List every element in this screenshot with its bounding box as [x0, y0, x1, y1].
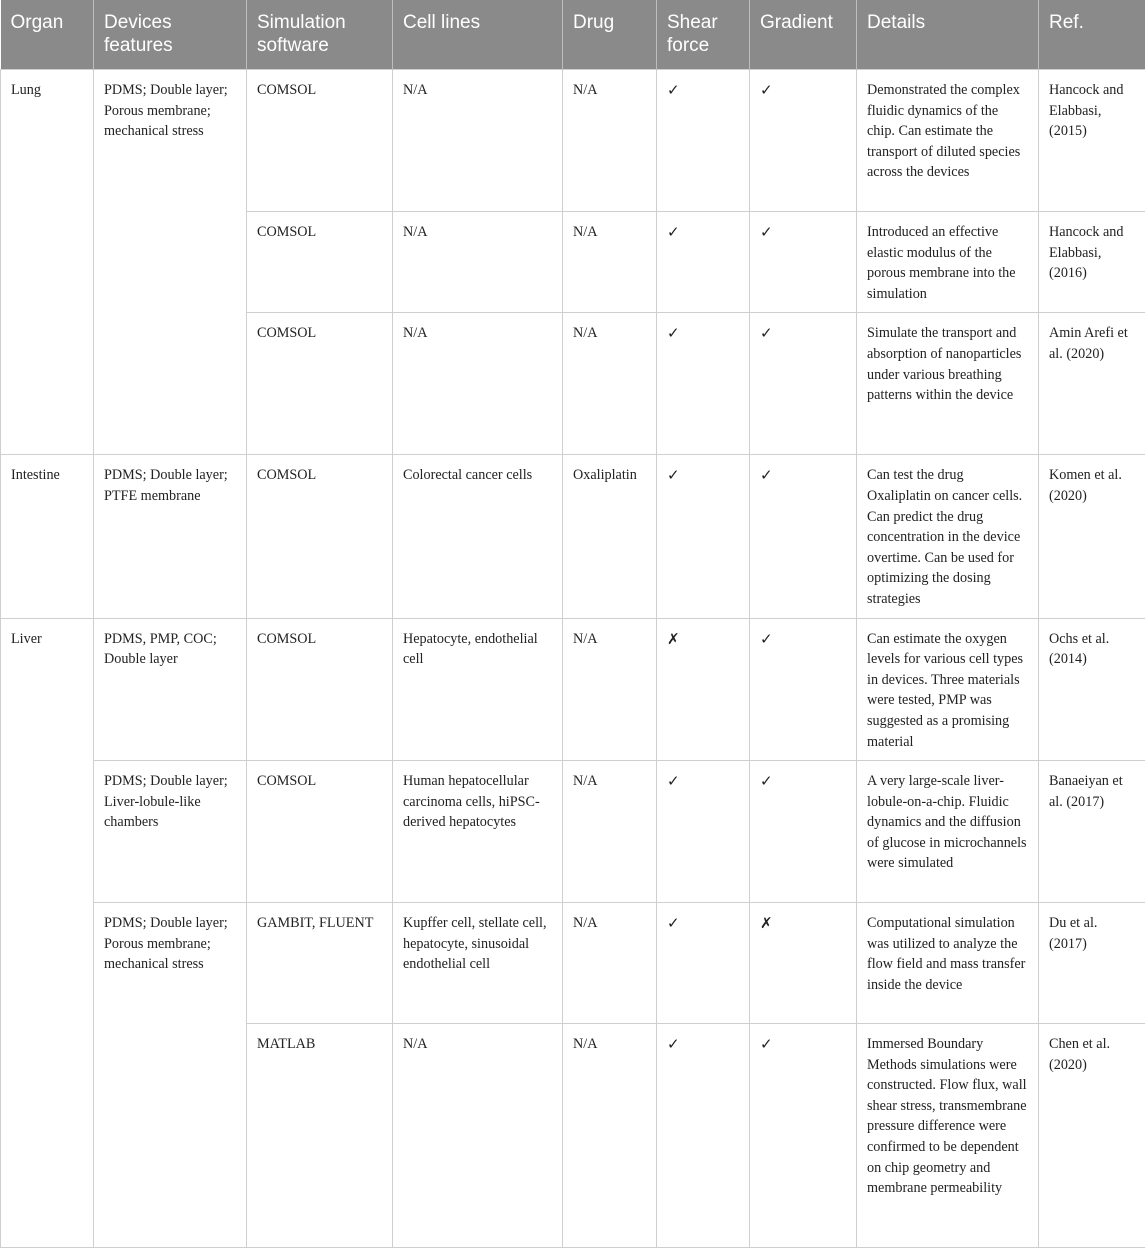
gradient-mark: ✓ [750, 212, 857, 313]
cell-lines-cell: Kupffer cell, stellate cell, hepatocyte, sinusoidal endothelial cell [393, 903, 563, 1024]
shear-force-mark: ✓ [657, 1024, 750, 1248]
software-cell: MATLAB [247, 1024, 393, 1248]
details-cell: Introduced an effective elastic modulus of the porous membrane into the simulation [857, 212, 1039, 313]
ref-cell: Ochs et al. (2014) [1039, 618, 1145, 761]
header-cell-lines: Cell lines [393, 0, 563, 70]
organ-cell: Lung [1, 70, 94, 455]
cell-lines-cell: N/A [393, 313, 563, 455]
cell-lines-cell: N/A [393, 212, 563, 313]
table-row [1, 70, 1145, 212]
shear-force-mark: ✓ [657, 212, 750, 313]
gradient-mark: ✗ [750, 903, 857, 1024]
header-row [1, 0, 1145, 70]
ref-cell: Du et al. (2017) [1039, 903, 1145, 1024]
shear-force-mark: ✓ [657, 70, 750, 212]
header-details: Details [857, 0, 1039, 70]
table-row [1, 455, 1145, 618]
software-cell: COMSOL [247, 761, 393, 903]
gradient-mark: ✓ [750, 313, 857, 455]
details-cell: Computational simulation was utilized to analyze the flow field and mass transfer inside the device [857, 903, 1039, 1024]
shear-force-mark: ✓ [657, 761, 750, 903]
devices-features-cell: PDMS, PMP, COC; Double layer [94, 618, 247, 761]
header-shear-force: Shear force [657, 0, 750, 70]
header-drug: Drug [563, 0, 657, 70]
table-row [1, 618, 1145, 761]
software-cell: COMSOL [247, 618, 393, 761]
cell-lines-cell: Colorectal cancer cells [393, 455, 563, 618]
software-cell: COMSOL [247, 70, 393, 212]
drug-cell: N/A [563, 618, 657, 761]
software-cell: COMSOL [247, 313, 393, 455]
software-cell: GAMBIT, FLUENT [247, 903, 393, 1024]
details-cell: A very large-scale liver-lobule-on-a-chip. Fluidic dynamics and the diffusion of glucose in microchannels were simulated [857, 761, 1039, 903]
ref-cell: Hancock and Elabbasi, (2015) [1039, 70, 1145, 212]
details-cell: Immersed Boundary Methods simulations were constructed. Flow flux, wall shear stress, transmembrane pressure difference were confirmed to be dependent on chip geometry and membrane permeability [857, 1024, 1039, 1248]
shear-force-mark: ✓ [657, 455, 750, 618]
details-cell: Can estimate the oxygen levels for various cell types in devices. Three materials were tested, PMP was suggested as a promising material [857, 618, 1039, 761]
drug-cell: N/A [563, 1024, 657, 1248]
shear-force-mark: ✓ [657, 313, 750, 455]
devices-features-cell: PDMS; Double layer; Porous membrane; mechanical stress [94, 903, 247, 1248]
drug-cell: N/A [563, 70, 657, 212]
organ-cell: Liver [1, 618, 94, 1248]
devices-features-cell: PDMS; Double layer; Liver-lobule-like chambers [94, 761, 247, 903]
table-row [1, 761, 1145, 903]
header-organ: Organ [1, 0, 94, 70]
details-cell: Can test the drug Oxaliplatin on cancer cells. Can predict the drug concentration in the device overtime. Can be used for optimizing the dosing strategies [857, 455, 1039, 618]
cell-lines-cell: Hepatocyte, endothelial cell [393, 618, 563, 761]
ref-cell: Chen et al. (2020) [1039, 1024, 1145, 1248]
software-cell: COMSOL [247, 455, 393, 618]
header-gradient: Gradient [750, 0, 857, 70]
cell-lines-cell: N/A [393, 70, 563, 212]
shear-force-mark: ✓ [657, 903, 750, 1024]
drug-cell: N/A [563, 313, 657, 455]
gradient-mark: ✓ [750, 70, 857, 212]
devices-features-cell: PDMS; Double layer; Porous membrane; mechanical stress [94, 70, 247, 455]
devices-features-cell: PDMS; Double layer; PTFE membrane [94, 455, 247, 618]
shear-force-mark: ✗ [657, 618, 750, 761]
table-row [1, 903, 1145, 1024]
cell-lines-cell: Human hepatocellular carcinoma cells, hiPSC-derived hepatocytes [393, 761, 563, 903]
drug-cell: N/A [563, 212, 657, 313]
details-cell: Simulate the transport and absorption of nanoparticles under various breathing patterns within the device [857, 313, 1039, 455]
ref-cell: Hancock and Elabbasi, (2016) [1039, 212, 1145, 313]
drug-cell: N/A [563, 761, 657, 903]
details-cell: Demonstrated the complex fluidic dynamics of the chip. Can estimate the transport of diluted species across the devices [857, 70, 1039, 212]
gradient-mark: ✓ [750, 761, 857, 903]
ref-cell: Amin Arefi et al. (2020) [1039, 313, 1145, 455]
ref-cell: Komen et al. (2020) [1039, 455, 1145, 618]
gradient-mark: ✓ [750, 618, 857, 761]
organ-cell: Intestine [1, 455, 94, 618]
software-cell: COMSOL [247, 212, 393, 313]
drug-cell: Oxaliplatin [563, 455, 657, 618]
header-ref: Ref. [1039, 0, 1145, 70]
drug-cell: N/A [563, 903, 657, 1024]
header-simulation-software: Simulation software [247, 0, 393, 70]
gradient-mark: ✓ [750, 1024, 857, 1248]
gradient-mark: ✓ [750, 455, 857, 618]
header-devices-features: Devices features [94, 0, 247, 70]
ref-cell: Banaeiyan et al. (2017) [1039, 761, 1145, 903]
cell-lines-cell: N/A [393, 1024, 563, 1248]
